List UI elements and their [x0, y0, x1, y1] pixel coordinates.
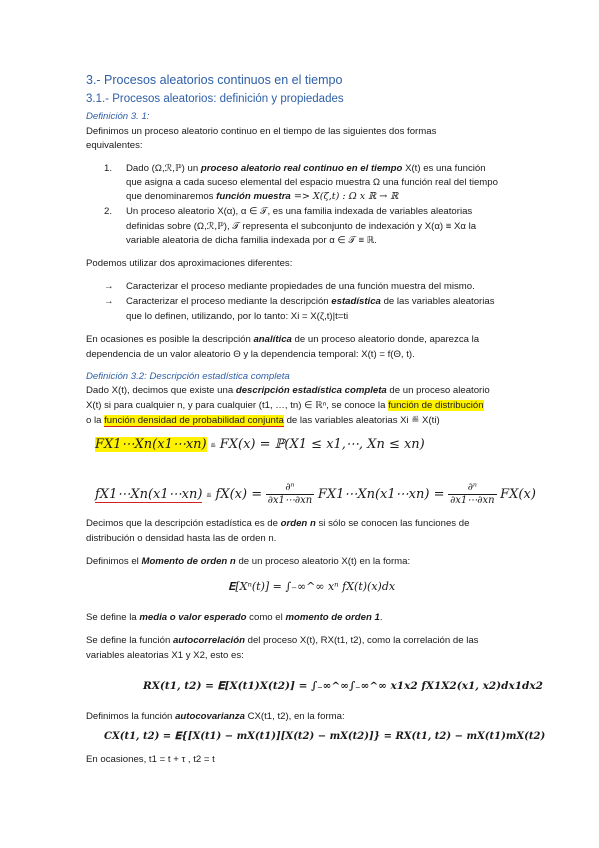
text: como el [246, 612, 286, 623]
paragraph-line [86, 711, 345, 723]
section-title: 3.- Procesos aleatorios continuos en el tiempo [86, 73, 343, 87]
emphasis: estadística [331, 296, 381, 307]
emphasis: proceso aleatorio real continuo en el tiempo [200, 163, 403, 174]
text: de un proceso aleatorio donde, aparezca la [291, 334, 480, 345]
highlighted-text: función de distribución [388, 400, 484, 411]
cdf-formula [95, 436, 425, 454]
list-item-line: definidas sobre (Ω,ℛ,ℙ), 𝒯 representa el subconjunto de indexación y X(α) ≡ Xα la [126, 221, 477, 232]
text: Definimos la función [86, 711, 176, 722]
paragraph-line [86, 334, 479, 346]
paragraph-line [86, 556, 410, 568]
pdf-rhs: fX(x) = [215, 486, 263, 502]
autocovariance-formula: CX(t1, t2) = 𝐄{[X(t1) − mX(t1)][X(t2) − mX(t2)]} = RX(t1, t2) − mX(t1)mX(t2) [104, 731, 546, 742]
emphasis: momento de orden 1 [285, 612, 380, 623]
emphasis: descripción estadística completa [235, 385, 387, 396]
text: Caracterizar el proceso mediante la descripción [126, 296, 332, 307]
text: En ocasiones es posible la descripción [86, 334, 254, 345]
paragraph-line: En ocasiones, t1 = t + τ , t2 = t [86, 754, 215, 765]
text: de un proceso aleatorio X(t) en la forma: [235, 556, 411, 567]
emphasis: Momento de orden n [141, 556, 236, 567]
emphasis: media o valor esperado [139, 612, 247, 623]
emphasis: autocorrelación [172, 635, 245, 646]
text: del proceso X(t), RX(t1, t2), como la correlación de las [244, 635, 479, 646]
text: o la [86, 415, 105, 426]
text: Dado X(t), decimos que existe una [86, 385, 236, 396]
list-item-line: que asigna a cada suceso elemental del espacio muestra Ω una función real del tiempo [126, 177, 498, 188]
text: . [379, 612, 383, 623]
text: Definimos el [86, 556, 142, 567]
pdf-rhs: FX(x) [500, 486, 536, 502]
text: que denominaremos [126, 191, 217, 202]
list-item-line: variable aleatoria de dicha familia indexada por α ∈ 𝒯 ≡ ℝ. [126, 235, 377, 246]
paragraph-line: variables aleatorias X1 y X2, esto es: [86, 650, 244, 661]
paragraph-line [86, 518, 469, 530]
text: de las variables aleatorias [380, 296, 495, 307]
paragraph-line: equivalentes: [86, 140, 143, 151]
list-number: 2. [104, 206, 113, 217]
text: Se define la [86, 612, 140, 623]
fraction-denominator: ∂x1⋯∂xn [267, 495, 313, 506]
text: CX(t1, t2), en la forma: [244, 711, 345, 722]
paragraph-line [86, 400, 484, 412]
autocorrelation-formula: RX(t1, t2) = 𝐄[X(t1)X(t2)] = ∫₋∞^∞∫₋∞^∞ x1x2 fX1X2(x1, x2)dx1dx2 [143, 680, 543, 692]
definition-label: Definición 3. 1: [86, 111, 150, 122]
text: X(t) si para cualquier n, y para cualquier (t1, …, tn) ∈ ℝⁿ, se conoce la [86, 400, 389, 411]
text: X(t) es una función [402, 163, 486, 174]
text: si sólo se conocen las funciones de [315, 518, 470, 529]
fraction-denominator: ∂x1⋯∂xn [450, 495, 495, 506]
text: Se define la función [86, 635, 173, 646]
text: Decimos que la descripción estadística es de [86, 518, 281, 529]
emphasis: analítica [253, 334, 292, 345]
emphasis: autocovarianza [175, 711, 245, 722]
list-item-line [126, 191, 398, 203]
pdf-formula [95, 482, 536, 507]
list-item [104, 206, 472, 218]
paragraph-line: Definimos un proceso aleatorio continuo en el tiempo de las siguientes dos formas [86, 126, 437, 137]
list-number: 1. [104, 163, 113, 174]
paragraph-line [86, 635, 478, 647]
cdf-lhs: FX1⋯Xn(x1⋯xn) [95, 437, 207, 452]
fraction-numerator: ∂ⁿ [448, 482, 496, 495]
moment-formula: 𝐄[Xⁿ(t)] = ∫₋∞^∞ xⁿ fX(t)(x)dx [228, 580, 396, 593]
paragraph-line: dependencia de un valor aleatorio Θ y la dependencia temporal: X(t) = f(Θ, t). [86, 349, 415, 360]
fraction [266, 482, 314, 507]
highlighted-text: función densidad de probabilidad conjunta [104, 415, 284, 426]
subsection-title: 3.1.- Procesos aleatorios: definición y propiedades [86, 93, 344, 105]
arrow-icon: → [104, 296, 114, 307]
inline-math: => X(ζ,t) : Ω x ℝ → ℝ [290, 191, 399, 202]
arrow-icon: → [104, 281, 114, 292]
definition-label: Definición 3.2: Descripción estadística completa [86, 371, 290, 382]
text: de las variables aleatorias Xi ≝ X(ti) [283, 415, 440, 426]
list-item [104, 163, 486, 175]
emphasis: función muestra [216, 191, 291, 202]
paragraph-line: distribución o densidad hasta las de orden n. [86, 533, 277, 544]
pdf-lhs: fX1⋯Xn(x1⋯xn) [95, 486, 203, 502]
paragraph-line [86, 415, 440, 427]
text: de un proceso aleatorio [386, 385, 490, 396]
cdf-rhs: FX(x) = ℙ(X1 ≤ x1,⋯, Xn ≤ xn) [219, 437, 425, 452]
paragraph-line: Podemos utilizar dos aproximaciones diferentes: [86, 258, 293, 269]
def-symbol: ≝ [206, 491, 212, 500]
text: Dado (Ω,ℛ,ℙ) un [126, 163, 201, 174]
arrow-item [104, 296, 495, 308]
arrow-item [104, 281, 475, 293]
paragraph-line [86, 612, 382, 624]
fraction [448, 482, 496, 507]
arrow-item-line: que lo definen, utilizando, por lo tanto: Xi = X(ζ,t)|t=ti [126, 311, 349, 322]
emphasis: orden n [280, 518, 316, 529]
paragraph-line [86, 385, 490, 397]
pdf-rhs: FX1⋯Xn(x1⋯xn) = [317, 486, 445, 502]
text: Caracterizar el proceso mediante propiedades de una función muestra del mismo. [126, 281, 475, 292]
text: Un proceso aleatorio X(α), α ∈ 𝒯, es una familia indexada de variables aleatorias [126, 206, 473, 217]
def-symbol: ≝ [210, 442, 217, 450]
fraction-numerator: ∂ⁿ [266, 482, 314, 495]
